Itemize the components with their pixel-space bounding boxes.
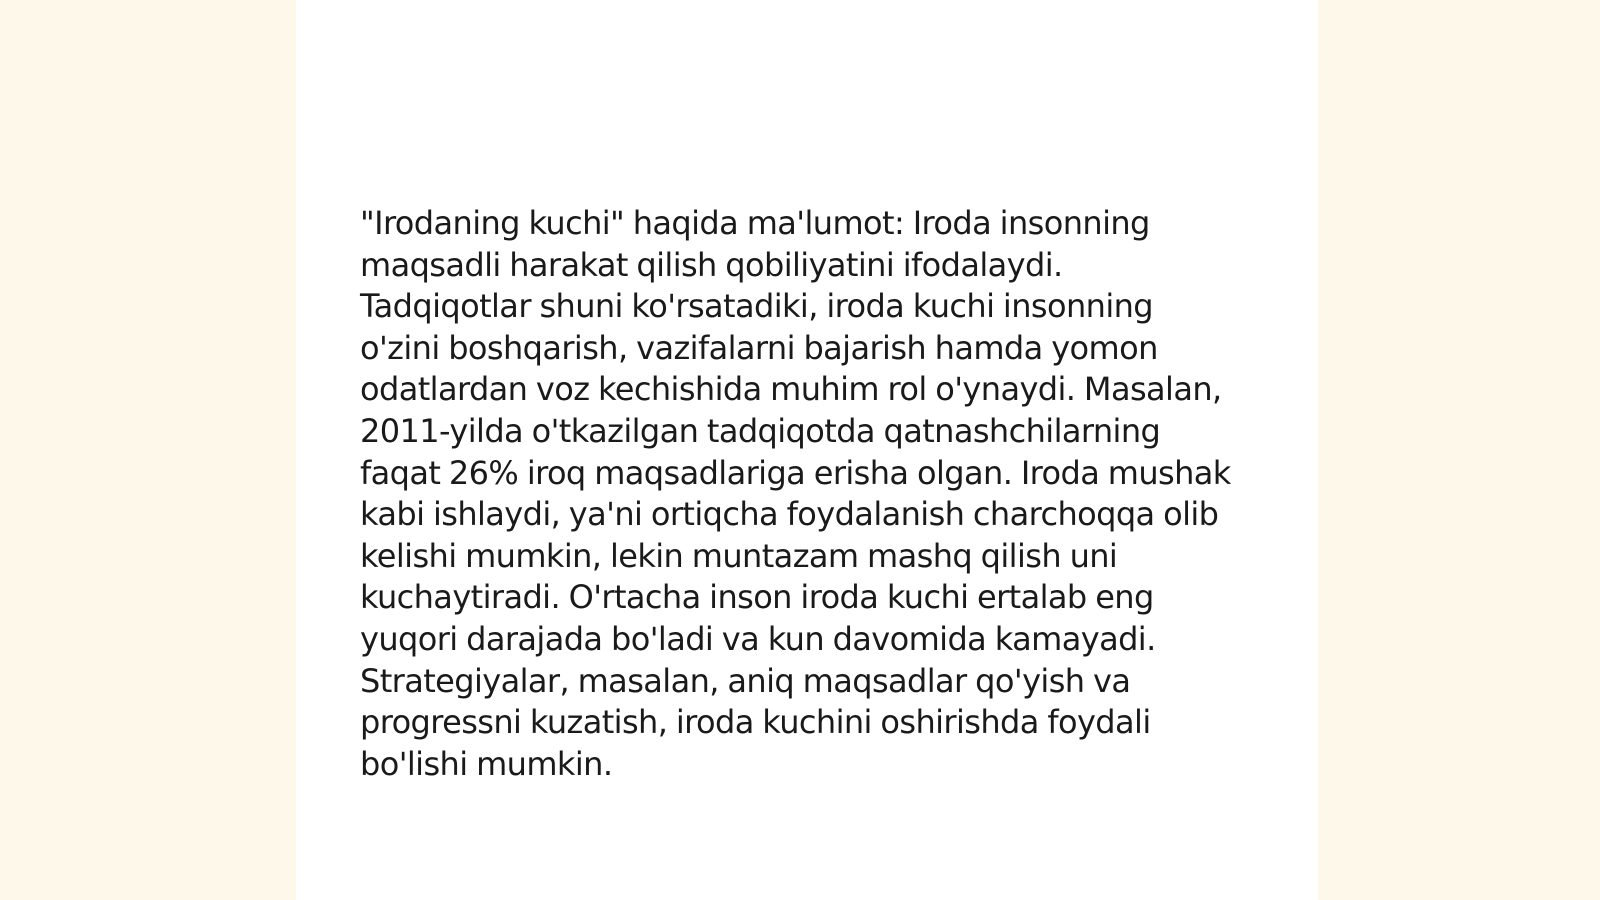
right-margin-background	[1318, 0, 1600, 900]
left-margin-background	[0, 0, 296, 900]
document-paragraph: "Irodaning kuchi" haqida ma'lumot: Iroda insonning maqsadli harakat qilish qobiliyatini ifodalaydi. Tadqiqotlar shuni ko'rsatadiki, iroda kuchi insonning o'zini boshqarish, vazifalarni bajarish hamda yomon odatlardan voz kechishida muhim rol o'ynaydi. Masalan, 2011-yilda o'tkazilgan tadqiqotda qatnashchilarning faqat 26% iroq maqsadlariga erisha olgan. Iroda mushak kabi ishlaydi, ya'ni ortiqcha foydalanish charchoqqa olib kelishi mumkin, lekin muntazam mashq qilish uni kuchaytiradi. O'rtacha inson iroda kuchi ertalab eng yuqori darajada bo'ladi va kun davomida kamayadi. Strategiyalar, masalan, aniq maqsadlar qo'yish va progressni kuzatish, iroda kuchini oshirishda foydali bo'lishi mumkin.	[360, 204, 1231, 783]
